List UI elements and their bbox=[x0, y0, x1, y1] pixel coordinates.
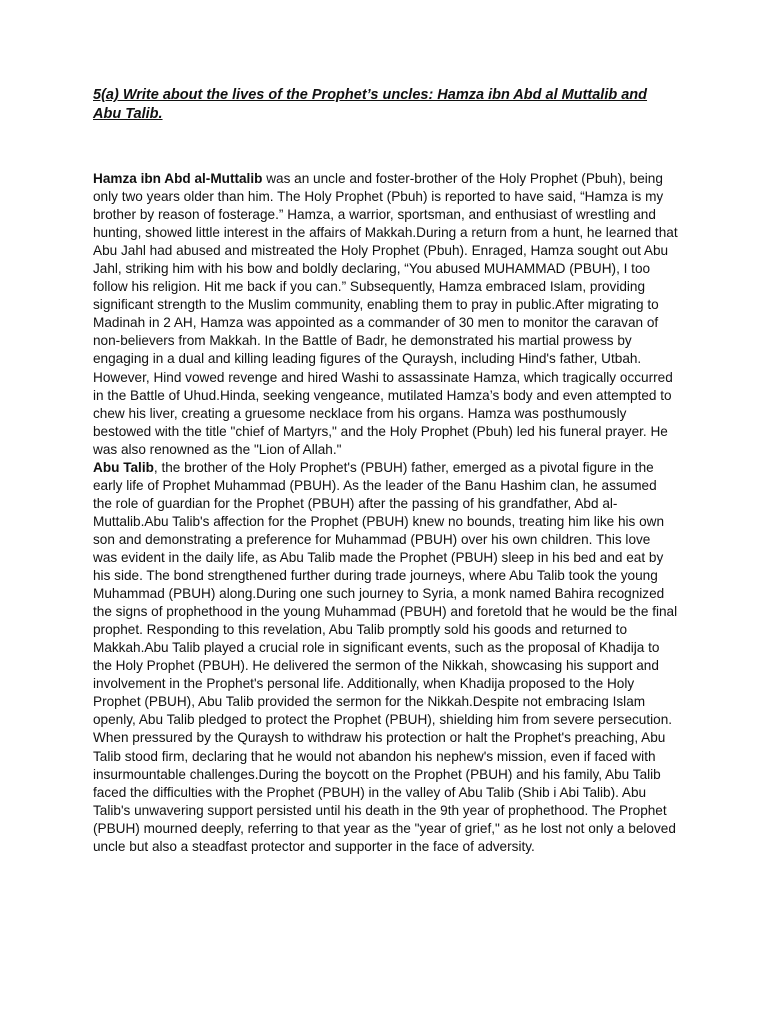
paragraph-hamza bbox=[93, 170, 678, 459]
term-abu-talib: Abu Talib bbox=[93, 459, 154, 475]
paragraph-abu-talib bbox=[93, 459, 678, 856]
term-hamza: Hamza ibn Abd al-Muttalib bbox=[93, 171, 263, 186]
paragraph-hamza-text: was an uncle and foster-brother of the Holy Prophet (Pbuh), being only two years older than him. The Holy Prophet (Pbuh) is reported to have said, “Hamza is my brother by reason of fosterage.” Hamza, a warrior, sportsman, and enthusiast of wrestling and hunting, showed little interest in the affairs of Makkah.During a return from a hunt, he learned that Abu Jahl had abused and mistreated the Holy Prophet (Pbuh). Enraged, Hamza sought out Abu Jahl, striking him with his bow and boldly declaring, “You abused MUHAMMAD (PBUH), I too follow his religion. Hit me back if you can.” Subsequently, Hamza embraced Islam, providing significant strength to the Muslim community, enabling them to pray in public.After migrating to Madinah in 2 AH, Hamza was appointed as a commander of 30 men to monitor the caravan of non-believers from Makkah. In the Battle of Badr, he demonstrated his martial prowess by engaging in a dual and killing leading figures of the Quraysh, including Hind's father, Utbah. However, Hind vowed revenge and hired Washi to assassinate Hamza, which tragically occurred in the Battle of Uhud.Hinda, seeking vengeance, mutilated Hamza’s body and even attempted to chew his liver, creating a gruesome necklace from his organs. Hamza was posthumously bestowed with the title "chief of Martyrs," and the Holy Prophet (Pbuh) led his funeral prayer. He was also renowned as the "Lion of Allah." bbox=[93, 171, 678, 457]
answer-body bbox=[93, 170, 678, 856]
question-heading: 5(a) Write about the lives of the Prophet’s uncles: Hamza ibn Abd al Muttalib and Abu Talib. bbox=[93, 87, 648, 122]
document-page bbox=[93, 86, 678, 856]
paragraph-abu-talib-text: , the brother of the Holy Prophet's (PBUH) father, emerged as a pivotal figure in the early life of Prophet Muhammad (PBUH). As the leader of the Banu Hashim clan, he assumed the role of guardian for the Prophet (PBUH) after the passing of his grandfather, Abd al-Muttalib.Abu Talib's affection for the Prophet (PBUH) knew no bounds, treating him like his own son and demonstrating a preference for Muhammad (PBUH) over his own children. This love was evident in the daily life, as Abu Talib made the Prophet (PBUH) sleep in his bed and eat by his side. The bond strengthened further during trade journeys, where Abu Talib took the young Muhammad (PBUH) along.During one such journey to Syria, a monk named Bahira recognized the signs of prophethood in the young Muhammad (PBUH) and foretold that he would be the final prophet. Responding to this revelation, Abu Talib promptly sold his goods and returned to Makkah.Abu Talib played a crucial role in significant events, such as the proposal of Khadija to the Holy Prophet (PBUH). He delivered the sermon of the Nikkah, showcasing his support and involvement in the Prophet's personal life. Additionally, when Khadija proposed to the Holy Prophet (PBUH), Abu Talib provided the sermon for the Nikkah.Despite not embracing Islam openly, Abu Talib pledged to protect the Prophet (PBUH), shielding him from severe persecution. When pressured by the Quraysh to withdraw his protection or halt the Prophet's preaching, Abu Talib stood firm, declaring that he would not abandon his nephew's mission, even if faced with insurmountable challenges.During the boycott on the Prophet (PBUH) and his family, Abu Talib faced the difficulties with the Prophet (PBUH) in the valley of Abu Talib (Shib i Abi Talib). Abu Talib's unwavering support persisted until his death in the 9th year of prophethood. The Prophet (PBUH) mourned deeply, referring to that year as the "year of grief," as he lost not only a beloved uncle but also a steadfast protector and supporter in the face of adversity. bbox=[93, 459, 678, 854]
